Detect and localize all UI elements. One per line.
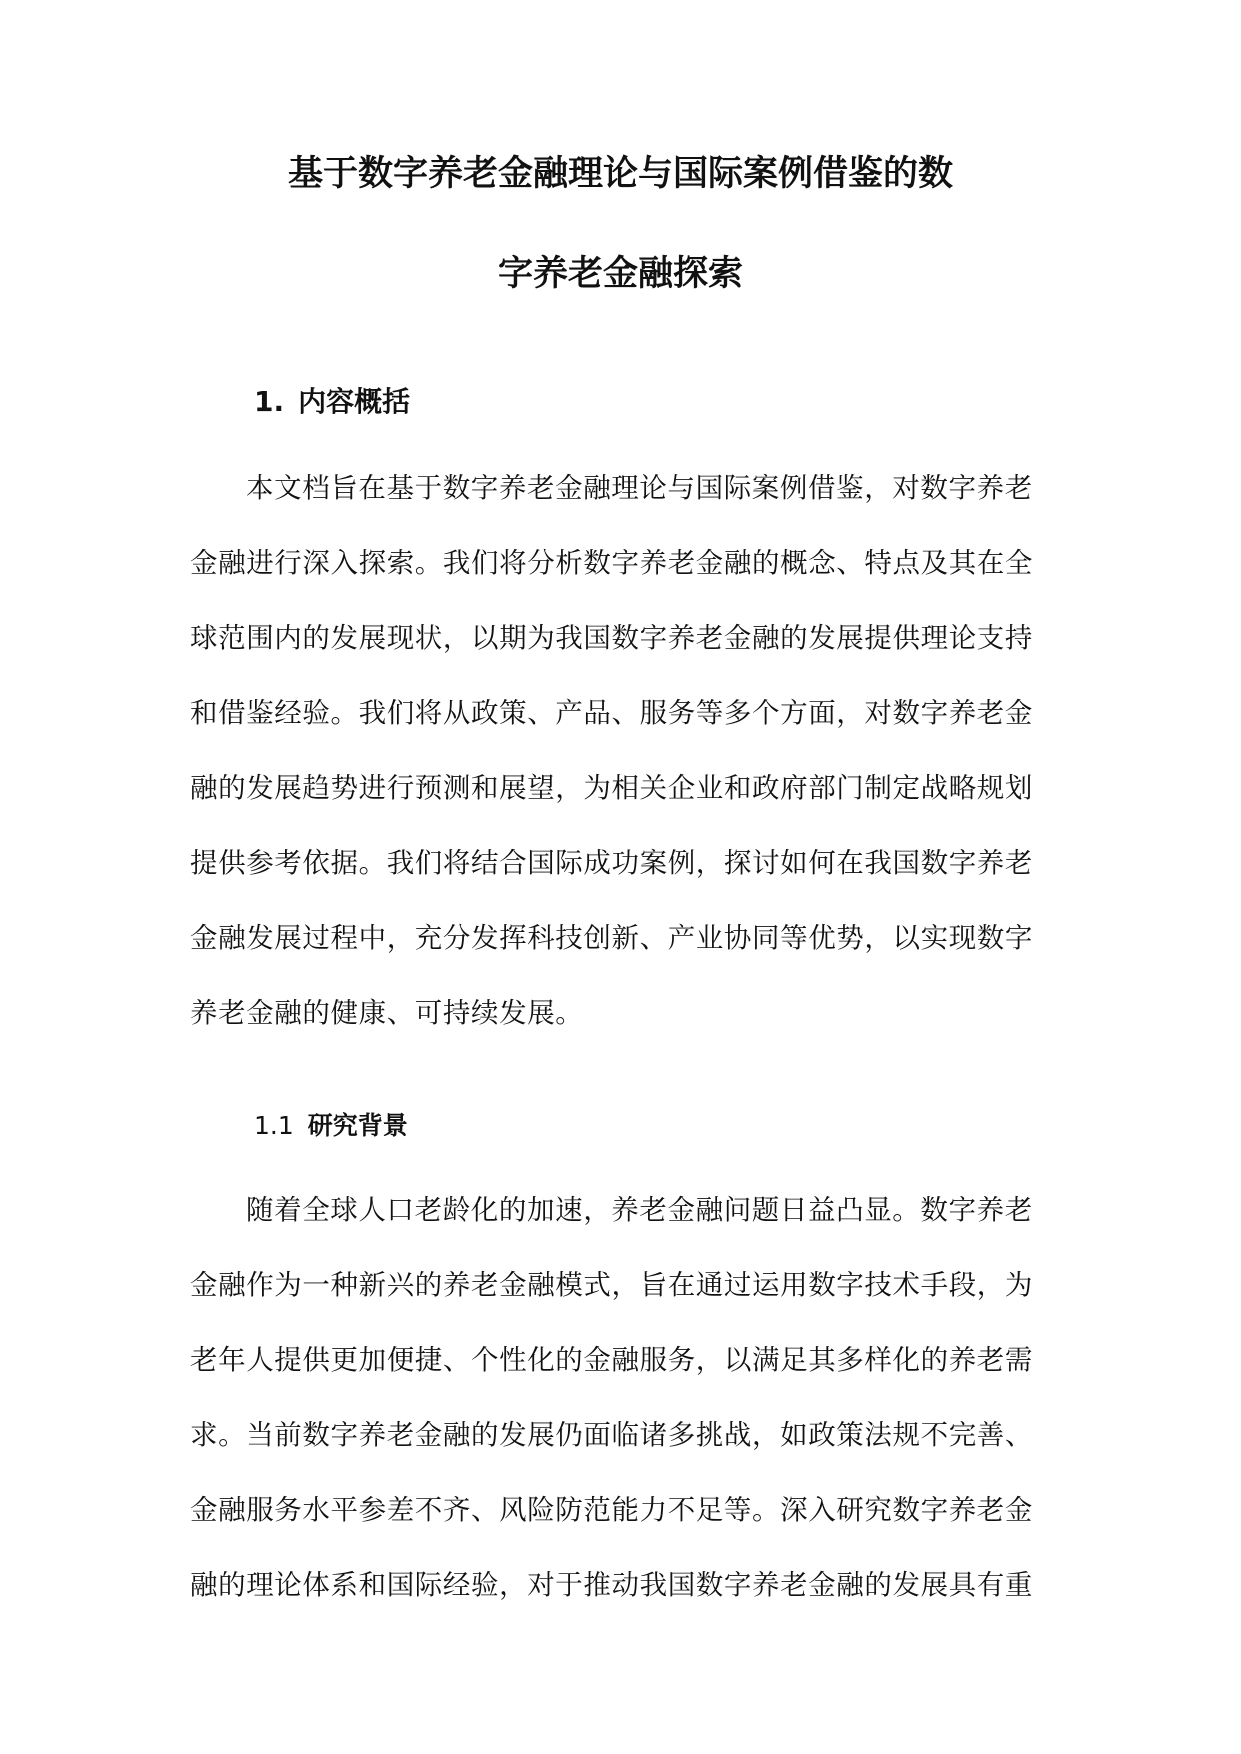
paragraph-line: 金融作为一种新兴的养老金融模式，旨在通过运用数字技术手段，为 bbox=[190, 1269, 1033, 1301]
section-1-1-number: 1.1 bbox=[254, 1111, 294, 1140]
section-1-title: 内容概括 bbox=[298, 385, 411, 418]
section-1-1-heading bbox=[254, 1110, 408, 1142]
section-1-number: 1. bbox=[254, 385, 285, 418]
section-1-1-title: 研究背景 bbox=[307, 1111, 408, 1140]
paragraph-line: 提供参考依据。我们将结合国际成功案例，探讨如何在我国数字养老 bbox=[190, 847, 1033, 879]
paragraph-line: 本文档旨在基于数字养老金融理论与国际案例借鉴，对数字养老 bbox=[246, 472, 1033, 504]
paragraph-line: 和借鉴经验。我们将从政策、产品、服务等多个方面，对数字养老金 bbox=[190, 697, 1033, 729]
paragraph-line: 老年人提供更加便捷、个性化的金融服务，以满足其多样化的养老需 bbox=[190, 1344, 1033, 1376]
paragraph-line: 金融服务水平参差不齐、风险防范能力不足等。深入研究数字养老金 bbox=[190, 1494, 1033, 1526]
paragraph-line: 金融进行深入探索。我们将分析数字养老金融的概念、特点及其在全 bbox=[190, 547, 1033, 579]
paragraph-line: 金融发展过程中，充分发挥科技创新、产业协同等优势，以实现数字 bbox=[190, 922, 1033, 954]
paragraph-line: 球范围内的发展现状，以期为我国数字养老金融的发展提供理论支持 bbox=[190, 622, 1033, 654]
document-title-line-1: 基于数字养老金融理论与国际案例借鉴的数 bbox=[287, 154, 953, 194]
document-title-line-2: 字养老金融探索 bbox=[497, 254, 743, 294]
paragraph-line: 融的理论体系和国际经验，对于推动我国数字养老金融的发展具有重 bbox=[190, 1569, 1033, 1601]
paragraph-line: 随着全球人口老龄化的加速，养老金融问题日益凸显。数字养老 bbox=[246, 1194, 1033, 1226]
paragraph-line: 融的发展趋势进行预测和展望，为相关企业和政府部门制定战略规划 bbox=[190, 772, 1033, 804]
paragraph-line: 求。当前数字养老金融的发展仍面临诸多挑战，如政策法规不完善、 bbox=[190, 1419, 1033, 1451]
section-1-heading bbox=[254, 384, 410, 420]
paragraph-line: 养老金融的健康、可持续发展。 bbox=[190, 997, 584, 1029]
